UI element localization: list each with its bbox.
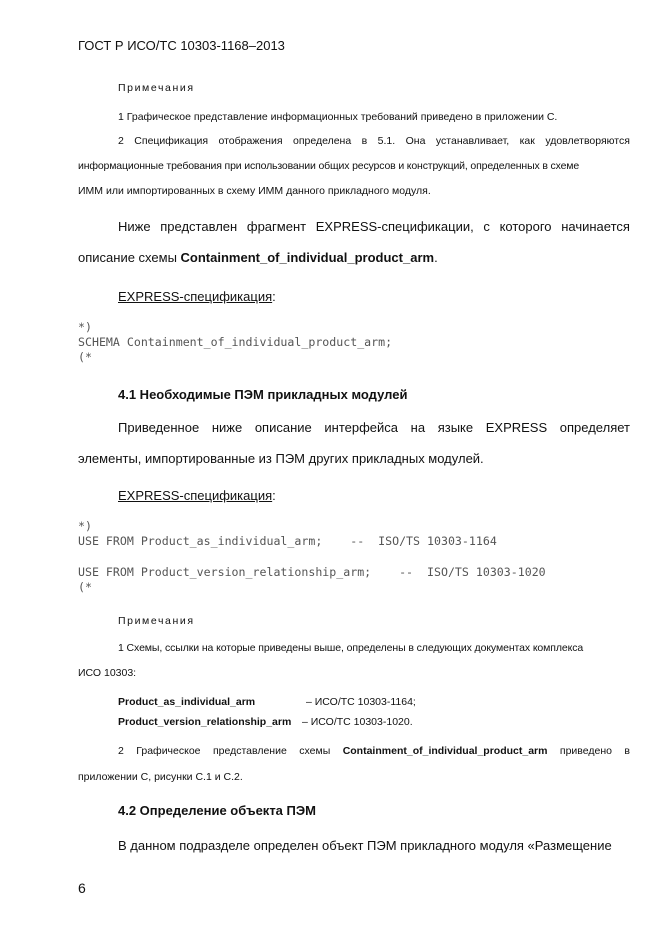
- word: языке: [437, 420, 474, 435]
- word: Графическое: [136, 745, 201, 757]
- code-line: (*: [78, 350, 92, 364]
- word: удовлетворяются: [545, 135, 630, 147]
- section-4-1-line-2: элементы, импортированные из ПЭМ других прикладных модулей.: [78, 451, 484, 466]
- word: EXPRESS: [485, 420, 548, 435]
- note-1: 1 Графическое представление информационных требований приведено в приложении С.: [118, 111, 558, 123]
- word: определяет: [559, 420, 630, 435]
- intro-line-2: [78, 250, 438, 265]
- section-4-2-line-1: В данном подразделе определен объект ПЭМ прикладного модуля «Размещение: [118, 838, 612, 853]
- word: с: [483, 219, 490, 234]
- ref-1-doc: – ИСО/ТС 10303-1164;: [306, 696, 416, 708]
- express-spec-link: EXPRESS-спецификация: [118, 488, 273, 503]
- word: приведено: [559, 745, 612, 757]
- note-2-line-2: информационные требования при использовании общих ресурсов и конструкций, определенных в схеме: [78, 160, 580, 172]
- word: ниже: [211, 420, 243, 435]
- page-number: 6: [78, 880, 86, 896]
- word: которого: [499, 219, 552, 234]
- word: Спецификация: [134, 135, 209, 147]
- ref-2-doc: – ИСО/ТС 10303-1020.: [302, 716, 413, 728]
- code-line: *): [78, 519, 92, 533]
- word: представлен: [160, 219, 238, 234]
- section-4-2-heading: 4.2 Определение объекта ПЭМ: [118, 803, 316, 818]
- word: 2: [118, 745, 124, 757]
- ref-1-name: Product_as_individual_arm: [118, 696, 256, 708]
- note-2-line-1: [118, 135, 630, 147]
- intro-prefix: описание схемы: [78, 250, 181, 265]
- word: фрагмент: [246, 219, 307, 234]
- colon: :: [272, 488, 276, 503]
- word: как: [519, 135, 535, 147]
- schema-name: Containment_of_individual_product_arm: [342, 745, 548, 757]
- section-4-1-line-1: [118, 420, 630, 435]
- word: в: [624, 745, 630, 757]
- word: интерфейса: [324, 420, 399, 435]
- notes-title: Примечания: [118, 615, 195, 627]
- word: в: [361, 135, 368, 147]
- word: устанавливает,: [435, 135, 510, 147]
- schema-name: Containment_of_individual_product_arm: [180, 250, 435, 265]
- document-header: ГОСТ Р ИСО/ТС 10303-1168–2013: [78, 38, 285, 53]
- section-4-1-heading: 4.1 Необходимые ПЭМ прикладных модулей: [118, 387, 408, 402]
- code-line: USE FROM Product_version_relationship_arm; -- ISO/TS 10303-1020: [78, 565, 546, 579]
- word: отображения: [218, 135, 283, 147]
- word: определена: [292, 135, 352, 147]
- word: Приведенное: [118, 420, 200, 435]
- word: EXPRESS-спецификации,: [315, 219, 474, 234]
- word: представление: [212, 745, 287, 757]
- word: описание: [254, 420, 312, 435]
- notes-title: Примечания: [118, 82, 195, 94]
- word: 2: [118, 135, 124, 147]
- note-2-line-3: ИММ или импортированных в схему ИММ данного прикладного модуля.: [78, 185, 431, 197]
- express-spec-label: [118, 488, 276, 503]
- express-spec-label: [118, 289, 276, 304]
- word: Ниже: [118, 219, 151, 234]
- note-2-line-2: приложении С, рисунки С.1 и С.2.: [78, 771, 243, 783]
- intro-line-1: [118, 219, 630, 234]
- word: начинается: [561, 219, 630, 234]
- word: на: [410, 420, 426, 435]
- code-line: SCHEMA Containment_of_individual_product_arm;: [78, 335, 393, 349]
- word: Она: [405, 135, 426, 147]
- word: 5.1.: [377, 135, 396, 147]
- code-line: *): [78, 320, 92, 334]
- note-1-line-2: ИСО 10303:: [78, 667, 137, 679]
- word: схемы: [299, 745, 331, 757]
- intro-suffix: .: [434, 250, 438, 265]
- note-1-line-1: 1 Схемы, ссылки на которые приведены выше, определены в следующих документах комплекса: [118, 642, 584, 654]
- colon: :: [272, 289, 276, 304]
- note-2-line-1: [118, 745, 630, 757]
- code-line: USE FROM Product_as_individual_arm; -- ISO/TS 10303-1164: [78, 534, 497, 548]
- express-spec-link: EXPRESS-спецификация: [118, 289, 273, 304]
- ref-2-name: Product_version_relationship_arm: [118, 716, 292, 728]
- code-line: (*: [78, 580, 92, 594]
